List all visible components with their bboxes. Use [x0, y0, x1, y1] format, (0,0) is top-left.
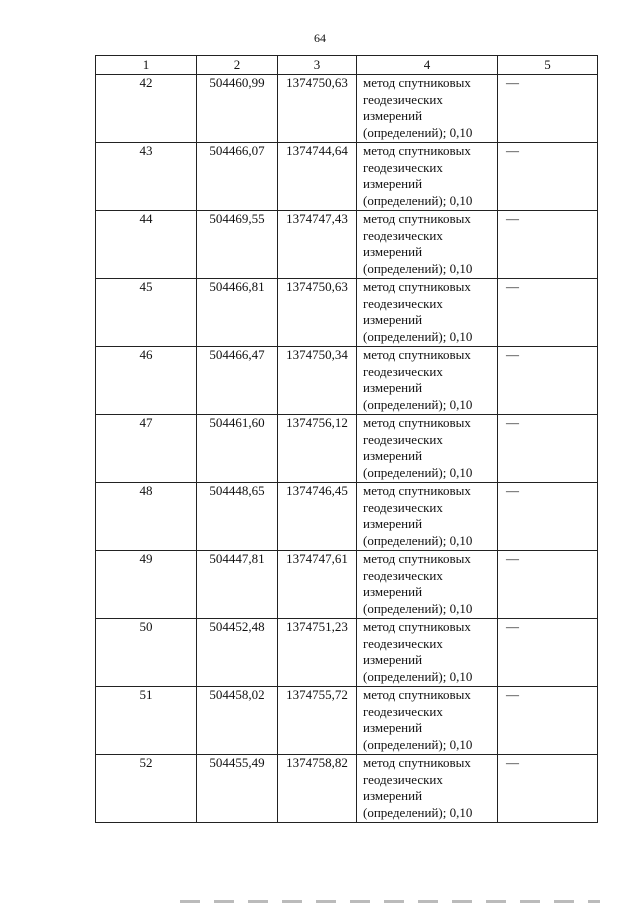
y-coordinate-cell: 1374758,82 [278, 755, 357, 823]
y-coordinate-cell: 1374750,63 [278, 279, 357, 347]
point-number-cell: 45 [96, 279, 197, 347]
note-cell: — [498, 551, 598, 619]
point-number-cell: 49 [96, 551, 197, 619]
method-cell: метод спутниковых геодезических измерений (определений); 0,10 [357, 347, 498, 415]
table-row [96, 687, 598, 755]
note-cell: — [498, 619, 598, 687]
note-cell: — [498, 211, 598, 279]
method-cell: метод спутниковых геодезических измерений (определений); 0,10 [357, 687, 498, 755]
method-cell: метод спутниковых геодезических измерений (определений); 0,10 [357, 415, 498, 483]
method-cell: метод спутниковых геодезических измерений (определений); 0,10 [357, 143, 498, 211]
method-cell: метод спутниковых геодезических измерений (определений); 0,10 [357, 211, 498, 279]
method-cell: метод спутниковых геодезических измерений (определений); 0,10 [357, 279, 498, 347]
x-coordinate-cell: 504458,02 [197, 687, 278, 755]
table-row [96, 619, 598, 687]
method-cell: метод спутниковых геодезических измерений (определений); 0,10 [357, 551, 498, 619]
table-row [96, 279, 598, 347]
point-number-cell: 44 [96, 211, 197, 279]
x-coordinate-cell: 504466,47 [197, 347, 278, 415]
note-cell: — [498, 143, 598, 211]
column-header-5: 5 [498, 56, 598, 75]
y-coordinate-cell: 1374756,12 [278, 415, 357, 483]
note-cell: — [498, 415, 598, 483]
table-row [96, 347, 598, 415]
note-cell: — [498, 347, 598, 415]
note-cell: — [498, 755, 598, 823]
point-number-cell: 51 [96, 687, 197, 755]
note-cell: — [498, 75, 598, 143]
table-row [96, 143, 598, 211]
table-row [96, 551, 598, 619]
x-coordinate-cell: 504466,07 [197, 143, 278, 211]
point-number-cell: 48 [96, 483, 197, 551]
method-cell: метод спутниковых геодезических измерений (определений); 0,10 [357, 619, 498, 687]
table-row [96, 755, 598, 823]
y-coordinate-cell: 1374744,64 [278, 143, 357, 211]
y-coordinate-cell: 1374755,72 [278, 687, 357, 755]
page-number: 64 [314, 31, 326, 45]
x-coordinate-cell: 504461,60 [197, 415, 278, 483]
y-coordinate-cell: 1374747,61 [278, 551, 357, 619]
x-coordinate-cell: 504452,48 [197, 619, 278, 687]
point-number-cell: 43 [96, 143, 197, 211]
point-number-cell: 46 [96, 347, 197, 415]
column-header-1: 1 [96, 56, 197, 75]
note-cell: — [498, 483, 598, 551]
method-cell: метод спутниковых геодезических измерений (определений); 0,10 [357, 75, 498, 143]
point-number-cell: 47 [96, 415, 197, 483]
x-coordinate-cell: 504469,55 [197, 211, 278, 279]
table-row [96, 415, 598, 483]
method-cell: метод спутниковых геодезических измерений (определений); 0,10 [357, 755, 498, 823]
column-header-3: 3 [278, 56, 357, 75]
x-coordinate-cell: 504460,99 [197, 75, 278, 143]
point-number-cell: 50 [96, 619, 197, 687]
table-row [96, 211, 598, 279]
coordinates-table [95, 55, 598, 823]
y-coordinate-cell: 1374747,43 [278, 211, 357, 279]
method-cell: метод спутниковых геодезических измерений (определений); 0,10 [357, 483, 498, 551]
x-coordinate-cell: 504447,81 [197, 551, 278, 619]
column-header-2: 2 [197, 56, 278, 75]
y-coordinate-cell: 1374750,63 [278, 75, 357, 143]
table-header-row [96, 56, 598, 75]
table-row [96, 483, 598, 551]
column-header-4: 4 [357, 56, 498, 75]
note-cell: — [498, 687, 598, 755]
bottom-edge-artifact [180, 900, 600, 903]
y-coordinate-cell: 1374751,23 [278, 619, 357, 687]
point-number-cell: 42 [96, 75, 197, 143]
x-coordinate-cell: 504466,81 [197, 279, 278, 347]
y-coordinate-cell: 1374746,45 [278, 483, 357, 551]
x-coordinate-cell: 504455,49 [197, 755, 278, 823]
point-number-cell: 52 [96, 755, 197, 823]
table-row [96, 75, 598, 143]
note-cell: — [498, 279, 598, 347]
x-coordinate-cell: 504448,65 [197, 483, 278, 551]
y-coordinate-cell: 1374750,34 [278, 347, 357, 415]
